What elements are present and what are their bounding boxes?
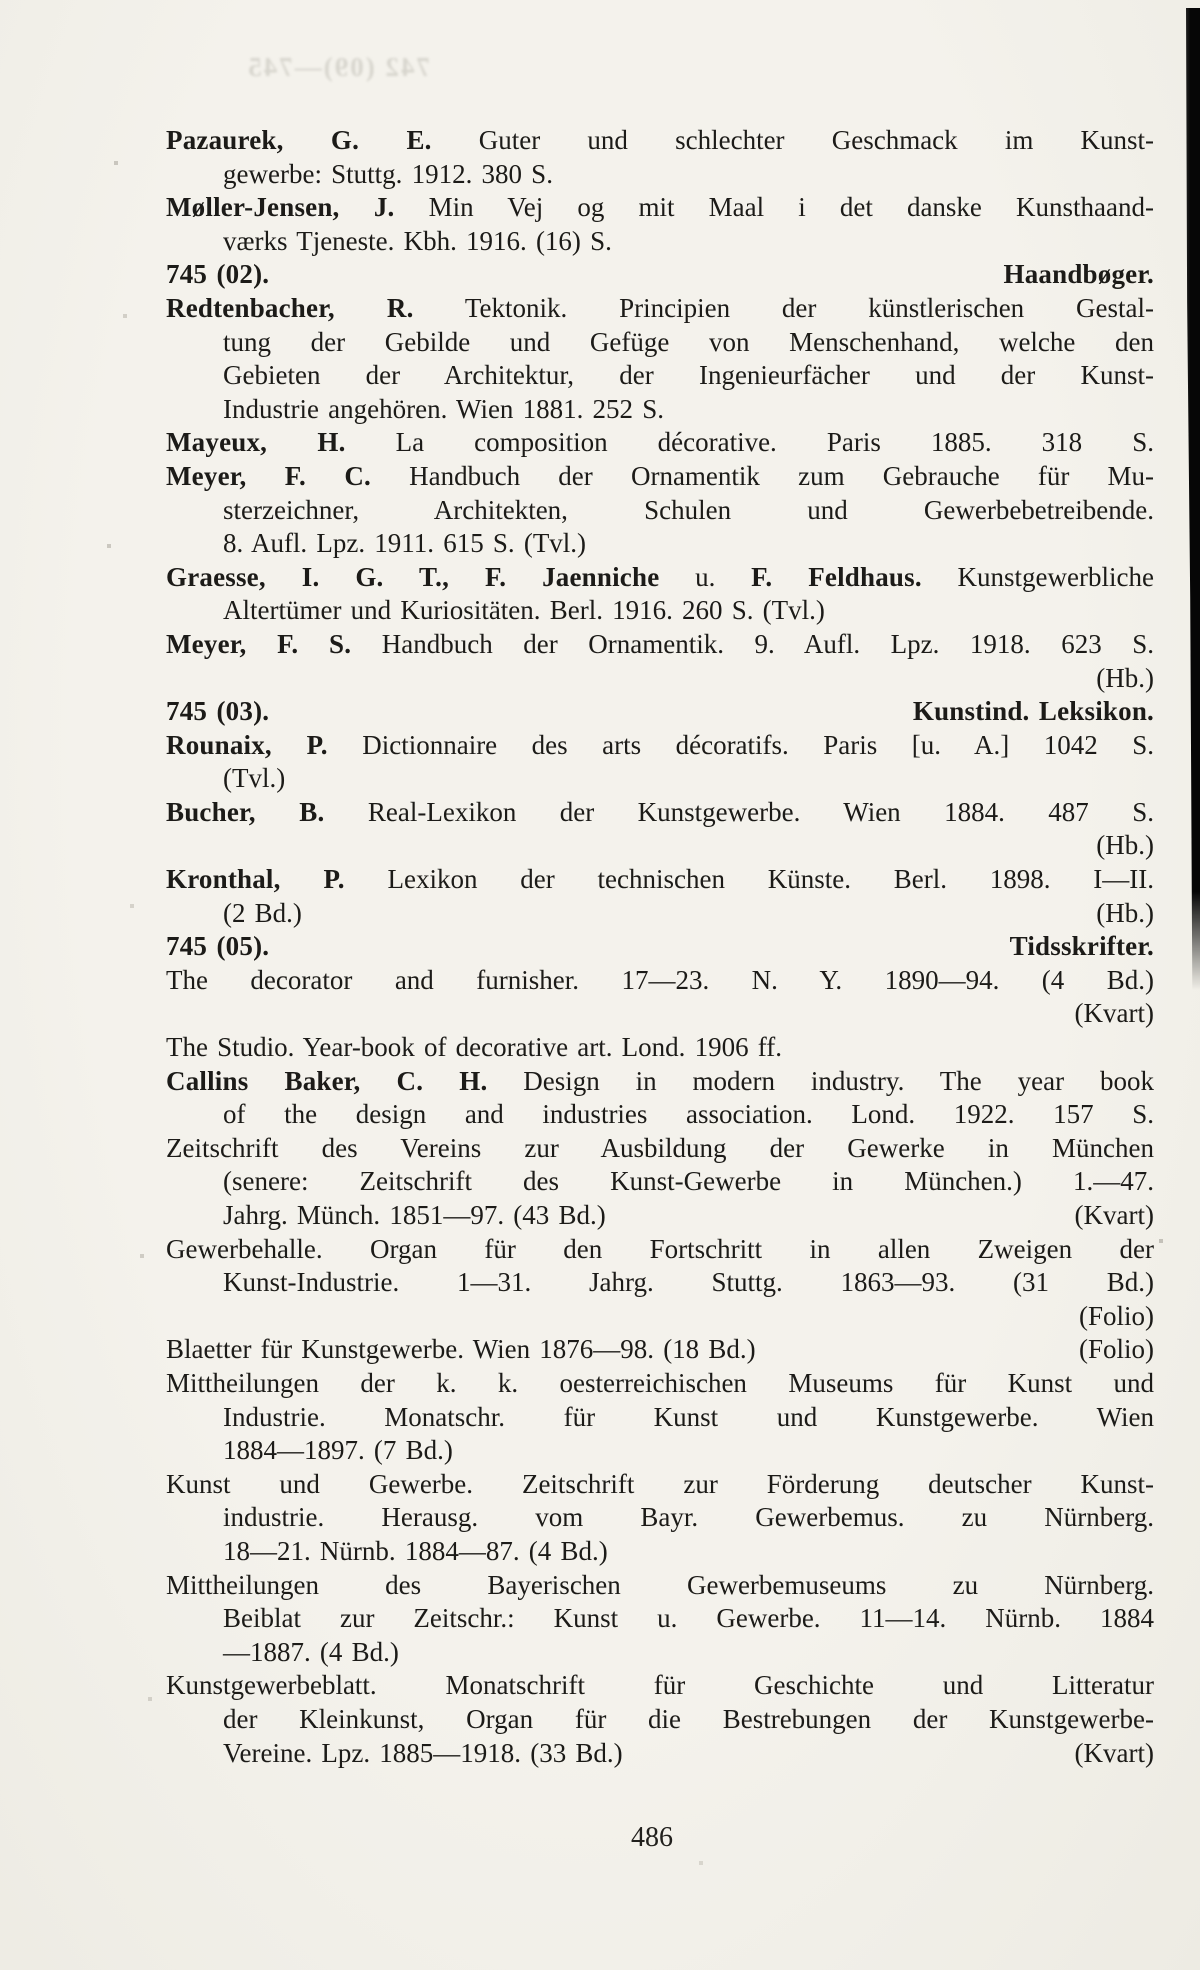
entry-line xyxy=(166,393,1154,427)
entry-text: Kunstgewerbliche xyxy=(921,561,1154,592)
entry-author: Møller-Jensen, J. xyxy=(166,192,395,223)
entry-line-left xyxy=(223,1199,606,1233)
format-note: (Kvart) xyxy=(1074,1737,1154,1768)
entry-line xyxy=(166,124,1154,158)
entry-line xyxy=(166,460,1154,494)
entry-line-left xyxy=(223,1402,1154,1432)
entry-author: Meyer, F. C. xyxy=(166,460,371,491)
entry-line xyxy=(166,359,1154,393)
entry-line-left xyxy=(223,528,586,558)
entry-line-left xyxy=(166,1333,756,1367)
entry-line-left xyxy=(166,562,1154,592)
entry-text: Kunstgewerbeblatt. Monatschrift für Geschichte und Litteratur xyxy=(166,1670,1154,1701)
entry-text: der Kleinkunst, Organ für die Bestrebungen der Kunstgewerbe- xyxy=(223,1703,1154,1734)
entry-line-left xyxy=(223,763,285,793)
entry-text: Zeitschrift des Vereins zur Ausbildung der Gewerke in München xyxy=(166,1132,1154,1163)
entry-line xyxy=(166,326,1154,360)
entry-line-left xyxy=(166,629,1154,659)
section-heading-line xyxy=(166,258,1154,292)
entry-line xyxy=(166,1367,1154,1401)
entry-text: Design in modern industry. The year book xyxy=(487,1065,1154,1096)
entry-line-left xyxy=(166,730,1154,760)
entry-line xyxy=(166,863,1154,897)
page-edge-scan-artifact xyxy=(1186,8,1200,990)
entry-line-left xyxy=(166,797,1154,827)
format-note: (Kvart) xyxy=(1074,998,1154,1029)
entry-line xyxy=(166,1468,1154,1502)
entry-line-left xyxy=(223,897,302,931)
entry-text: Tektonik. Principien der künstlerischen Gestal- xyxy=(413,292,1154,323)
entry-line xyxy=(166,897,1154,931)
entry-line-left xyxy=(223,226,612,256)
format-note: (Hb.) xyxy=(1096,662,1154,693)
entry-line-left xyxy=(166,1368,1154,1398)
format-note: (Hb.) xyxy=(1096,897,1154,928)
entry-line-left xyxy=(166,695,269,729)
entry-text: of the design and industries association. Lond. 1922. 157 S. xyxy=(223,1099,1154,1130)
entry-line xyxy=(166,1602,1154,1636)
entry-author: Bucher, B. xyxy=(166,796,325,827)
entry-text: Kunst-Industrie. 1—31. Jahrg. Stuttg. 1863—93. (31 Bd.) xyxy=(223,1267,1154,1298)
entry-line-left xyxy=(166,293,1154,323)
entry-line xyxy=(166,158,1154,192)
entry-line-left xyxy=(223,1267,1154,1297)
entry-line xyxy=(166,1636,1154,1670)
entry-line xyxy=(166,1535,1154,1569)
entry-text: u. xyxy=(659,561,752,592)
entry-text: industrie. Herausg. vom Bayr. Gewerbemus. zu Nürnberg. xyxy=(223,1502,1154,1533)
entry-line-left xyxy=(166,965,1154,995)
entry-author: Redtenbacher, R. xyxy=(166,292,414,323)
entry-line xyxy=(166,1300,1154,1334)
section-heading-line xyxy=(166,930,1154,964)
entry-text: Lexikon der technischen Künste. Berl. 1898. I—II. xyxy=(344,864,1154,895)
entry-text: Kunst und Gewerbe. Zeitschrift zur Förderung deutscher Kunst- xyxy=(166,1468,1154,1499)
entry-text: (2 Bd.) xyxy=(223,897,302,928)
entry-line-left xyxy=(166,864,1154,894)
entry-text: Jahrg. Münch. 1851—97. (43 Bd.) xyxy=(223,1200,606,1230)
entry-line xyxy=(166,594,1154,628)
text-block xyxy=(166,124,1154,1770)
scan-speckles xyxy=(0,0,2,2)
entry-line xyxy=(166,1165,1154,1199)
entry-line xyxy=(166,1098,1154,1132)
entry-line xyxy=(166,1401,1154,1435)
entry-author: Pazaurek, G. E. xyxy=(166,125,432,155)
entry-line xyxy=(166,1703,1154,1737)
entry-line-left xyxy=(166,1670,1154,1700)
entry-line xyxy=(166,1065,1154,1099)
section-number: 745 (05). xyxy=(166,931,270,962)
page-number: 486 xyxy=(631,1822,673,1853)
entry-line xyxy=(166,762,1154,796)
entry-line-left xyxy=(223,1536,608,1566)
format-note: (Folio) xyxy=(1078,1334,1154,1365)
entry-line xyxy=(166,1569,1154,1603)
entry-line-left xyxy=(166,930,269,964)
entry-line-left xyxy=(223,159,553,189)
entry-text: Mittheilungen der k. k. oesterreichischen Museums für Kunst und xyxy=(166,1367,1154,1398)
entry-author: Callins Baker, C. H. xyxy=(166,1065,488,1096)
entry-text: La composition décorative. Paris 1885. 318 S. xyxy=(345,427,1154,458)
entry-author: Mayeux, H. xyxy=(166,427,346,458)
entry-line xyxy=(166,1737,1154,1771)
entry-line xyxy=(166,662,1154,696)
entry-line-left xyxy=(223,360,1154,390)
entry-line-left xyxy=(223,1704,1154,1734)
entry-line xyxy=(166,1669,1154,1703)
entry-line xyxy=(166,191,1154,225)
ghost-bleedthrough-text: 742 (09)—745 xyxy=(246,52,430,82)
entry-line-left xyxy=(223,1502,1154,1532)
entry-text: Dictionnaire des arts décoratifs. Paris [u. A.] 1042 S. xyxy=(327,729,1154,760)
entry-text: Beiblat zur Zeitschr.: Kunst u. Gewerbe. 11—14. Nürnb. 1884 xyxy=(223,1603,1154,1634)
format-note: (Folio) xyxy=(1078,1300,1154,1331)
entry-line xyxy=(166,225,1154,259)
section-number: 745 (03). xyxy=(166,696,270,727)
entry-text: Gewerbehalle. Organ für den Fortschritt in allen Zweigen der xyxy=(166,1233,1154,1264)
entry-line xyxy=(166,796,1154,830)
entry-text: Altertümer und Kuriositäten. Berl. 1916. 260 S. (Tvl.) xyxy=(223,595,825,626)
entry-text: The Studio. Year-book of decorative art. Lond. 1906 ff. xyxy=(166,1032,783,1063)
entry-line xyxy=(166,628,1154,662)
entry-line-left xyxy=(223,1435,453,1465)
entry-text: værks Tjeneste. Kbh. 1916. (16) S. xyxy=(223,225,612,256)
entry-line xyxy=(166,729,1154,763)
entry-line xyxy=(166,997,1154,1031)
entry-text: —1887. (4 Bd.) xyxy=(223,1636,399,1667)
section-heading-label: Kunstind. Leksikon. xyxy=(912,696,1154,727)
entry-text: Blaetter für Kunstgewerbe. Wien 1876—98. (18 Bd.) xyxy=(166,1334,756,1365)
entry-line xyxy=(166,964,1154,998)
format-note: (Kvart) xyxy=(1074,1200,1154,1230)
entry-line xyxy=(166,1031,1154,1065)
section-heading-line xyxy=(166,695,1154,729)
entry-line-left xyxy=(223,1737,623,1771)
entry-line xyxy=(166,527,1154,561)
entry-text: sterzeichner, Architekten, Schulen und Gewerbebetreibende. xyxy=(223,494,1154,525)
section-number: 745 (02). xyxy=(166,259,270,290)
section-heading-label: Tidsskrifter. xyxy=(1009,931,1154,962)
entry-author: F. Feldhaus. xyxy=(751,561,922,592)
entry-line-left xyxy=(166,1133,1154,1163)
entry-text: The decorator and furnisher. 17—23. N. Y. 1890—94. (4 Bd.) xyxy=(166,964,1154,995)
entry-line xyxy=(166,561,1154,595)
entry-line-left xyxy=(166,1469,1154,1499)
entry-line-left xyxy=(166,1570,1154,1600)
format-note: (Hb.) xyxy=(1096,830,1154,861)
entry-line-left xyxy=(166,1032,782,1062)
entry-text: gewerbe: Stuttg. 1912. 380 S. xyxy=(223,158,553,189)
entry-text: 18—21. Nürnb. 1884—87. (4 Bd.) xyxy=(223,1535,608,1566)
entry-line-left xyxy=(223,495,1154,525)
entry-line-left xyxy=(166,1234,1154,1264)
entry-text: Min Vej og mit Maal i det danske Kunsthaand- xyxy=(394,192,1155,223)
entry-line-left xyxy=(166,192,1154,222)
entry-author: Meyer, F. S. xyxy=(166,628,352,659)
entry-author: Graesse, I. G. T., F. Jaenniche xyxy=(166,561,660,592)
entry-line xyxy=(166,1199,1154,1233)
entry-line-left xyxy=(223,327,1154,357)
entry-line-left xyxy=(166,461,1154,491)
entry-text: Gebieten der Architektur, der Ingenieurfächer und der Kunst- xyxy=(223,360,1154,391)
entry-line-left xyxy=(223,394,664,424)
entry-line xyxy=(166,1233,1154,1267)
entry-line-left xyxy=(223,1603,1154,1633)
entry-line-left xyxy=(166,1066,1154,1096)
entry-text: Guter und schlechter Geschmack im Kunst- xyxy=(431,125,1155,155)
entry-text: Industrie angehören. Wien 1881. 252 S. xyxy=(223,393,664,424)
entry-line xyxy=(166,1434,1154,1468)
entry-text: 8. Aufl. Lpz. 1911. 615 S. (Tvl.) xyxy=(223,528,587,559)
entry-line-left xyxy=(223,1099,1154,1129)
entry-line xyxy=(166,1333,1154,1367)
entry-line-left xyxy=(223,1166,1154,1196)
entry-text: Handbuch der Ornamentik. 9. Aufl. Lpz. 1918. 623 S. xyxy=(351,628,1154,659)
entry-text: Mittheilungen des Bayerischen Gewerbemuseums zu Nürnberg. xyxy=(166,1569,1154,1600)
entry-text: tung der Gebilde und Gefüge von Menschenhand, welche den xyxy=(223,326,1154,357)
entry-text: Handbuch der Ornamentik zum Gebrauche für Mu- xyxy=(370,460,1155,491)
entry-line xyxy=(166,292,1154,326)
entry-line-left xyxy=(166,258,269,292)
entry-line xyxy=(166,1501,1154,1535)
entry-line-left xyxy=(223,1637,399,1667)
entry-text: Real-Lexikon der Kunstgewerbe. Wien 1884. 487 S. xyxy=(324,796,1154,827)
entry-line xyxy=(166,494,1154,528)
entry-text: (Tvl.) xyxy=(223,763,286,794)
entry-line xyxy=(166,1132,1154,1166)
entry-text: 1884—1897. (7 Bd.) xyxy=(223,1435,453,1466)
entry-text: (senere: Zeitschrift des Kunst-Gewerbe in München.) 1.—47. xyxy=(223,1166,1154,1197)
entry-author: Kronthal, P. xyxy=(166,864,345,895)
entry-text: Vereine. Lpz. 1885—1918. (33 Bd.) xyxy=(223,1737,623,1768)
entry-line-left xyxy=(166,427,1154,457)
entry-line-left xyxy=(223,595,825,625)
section-heading-label: Haandbøger. xyxy=(1003,259,1154,290)
entry-line xyxy=(166,1266,1154,1300)
entry-author: Rounaix, P. xyxy=(166,729,328,760)
entry-line xyxy=(166,829,1154,863)
entry-line xyxy=(166,426,1154,460)
entry-line-left xyxy=(166,125,1154,155)
entry-text: Industrie. Monatschr. für Kunst und Kunstgewerbe. Wien xyxy=(223,1401,1154,1432)
